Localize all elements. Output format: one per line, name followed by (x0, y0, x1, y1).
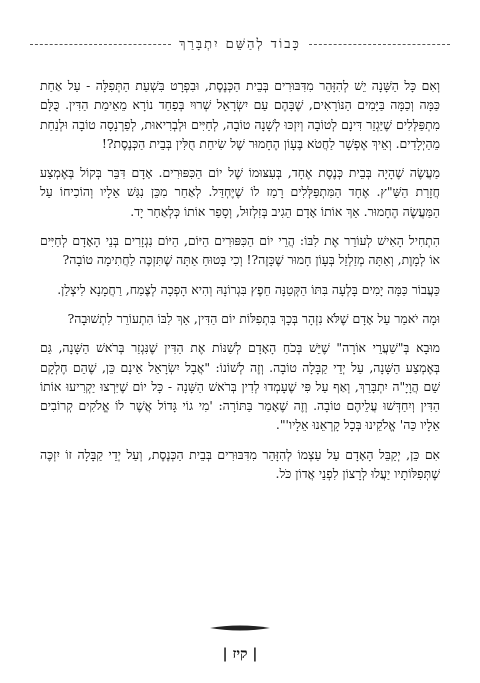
paragraph-question: וּמָה יֹאמַר עַל אָדָם שֶׁלֹּא נִזְהָר בְּכָךְ בִּתְפִלּוֹת יוֹם הַדִּין, אַךְ לִבּוֹ הִתְעוֹרֵר לִתְשׁוּבָה? (67, 310, 440, 326)
paragraph-intro: וְאִם כָּל הַשָּׁנָה יֵשׁ לְהִזָּהֵר מִדִּבּוּרִים בְּבֵית הַכְּנֶסֶת, וּבִפְרָט בִּשְׁעַת הַתְּפִלָּה - עַל אַחַת כַּמָּה וְכַמָּה בַּיָּמִים הַנּוֹרָאִים, שֶׁבָּהֶם עַם יִשְׂרָאֵל שְׁרוּיִ בְּפַחַד נוֹרָא מֵאֵימַת הַדִּין. כֻּלָּם מִתְפַּלְּלִים שֶׁיַּגְזֵר דִּינָם לְטוֹבָה וְיִזְכּוּ לְשָׁנָה טוֹבָה, לְחַיִּים וּלְבְרִיאוּת, לְפַרְנָסָה טוֹבָה וּלְנַחַת מֵהַיְלָדִים. וְאֵיךְ אֶפְשָׁר לַחֲטֹא בֶּעָוֹן הֶחָמוּר שֶׁל שִׂיחַת חֻלִּין בְּבֵית הַכְּנֶסֶת?! (40, 78, 440, 151)
paragraph-rebuke: הִתְחִיל הָאִישׁ לְעוֹרֵר אֶת לִבּוֹ: הֲרֵי יוֹם הַכִּפּוּרִים הַיּוֹם, הַיּוֹם נִגְזָרִים בְּנֵי הָאָדָם לְחַיִּים אוֹ לְמָוֶת, וְאַתָּה מְזַלְזֵל בְּעָוֹן חָמוּר שֶׁכָּזֶה?! וְכִי בָּטוּחַ אַתָּה שֶׁתִּזְכֶּה לַחֲתִימָה טוֹבָה? (40, 233, 440, 268)
ornament-divider (0, 624, 480, 632)
paragraph-story: מַעֲשֶׂה שֶׁהָיָה בְּבֵית כְּנֶסֶת אֶחָד, בְּעִצּוּמוֹ שֶׁל יוֹם הַכִּפּוּרִים. אָדָם דִּבֵּר בְּקוֹל בְּאֶמְצַע חֲזָרַת הַשַּׁ"ץ. אֶחָד הַמִּתְפַּלְּלִים רָמַז לוֹ שֶׁיֶּחְדַּל. לְאַחַר מִכֵּן נִגַּשׁ אֵלָיו וְהוֹכִיחוֹ עַל הַמַּעֲשֶׂה הֶחָמוּר. אַךְ אוֹתוֹ אָדָם הֵגִיב בְּזִלְזוּל, וְסָפַר אוֹתוֹ כְּלְאַחַר יָד. (40, 165, 440, 219)
ornament-icon (208, 624, 272, 632)
page-body (40, 76, 440, 483)
header-rule-right (309, 44, 450, 45)
paragraph-daughter: כַּעֲבוֹר כַּמָּה יָמִים בָּלְעָה בִּתּוֹ הַקְּטַנָּה חֵפֶץ בִּגְרוֹנָהּ וְהִיא הָפְכָה לְצֶמַח, רַחֲמָנָא לִיצְלַן. (57, 281, 440, 297)
page-number: | קיז | (222, 646, 258, 662)
header-rule-left (30, 44, 171, 45)
paragraph-conclusion: אִם כֵּן, יְקַבֵּל הָאָדָם עַל עַצְמוֹ לְהִזָּהֵר מִדִּבּוּרִים בְּבֵית הַכְּנֶסֶת, וְעַל יְדֵי קַבָּלָה זוֹ יִזְכֶּה שֶׁתְּפִלּוֹתָיו יַעֲלוּ לְרָצוֹן לִפְנֵי אֲדוֹן כֹּל. (40, 446, 440, 482)
running-header (30, 36, 450, 52)
paragraph-shaarei-orah: מוּבָא בְּ"שַׁעֲרֵי אוֹרָה" שֶׁיֵּשׁ בְּכֹחַ הָאָדָם לְשַׁנּוֹת אֶת הַדִּין שֶׁנִּגְזַר בְּרֹאשׁ הַשָּׁנָה, גַּם בְּאֶמְצַע הַשָּׁנָה, עַל יְדֵי קַבָּלָה טוֹבָה. וְזֶה לְשׁוֹנוֹ: "אֲבָל יִשְׂרָאֵל אֵינָם כֵּן, שֶׁהֵם חֶלְקָם שֵׁם הֲוָיָ"ה יִתְבָּרַךְ, וְאַף עַל פִּי שֶׁעָמְדוּ לְדִין בְּרֹאשׁ הַשָּׁנָה - כָּל יוֹם שֶׁיִּרְצוּ יַקְרִיעוּ אוֹתוֹ הַדִּין וְיִחַדְּשׁוּ עֲלֵיהֶם טוֹבָה. וְזֶה שֶׁאָמַר בַּתּוֹרָה: 'מִי גוֹי גָּדוֹל אֲשֶׁר לוֹ אֱלֹקִים קְרוֹבִים אֵלָיו כַּה' אֱלֹקֵינוּ בְּכָל קָרְאֵנוּ אֵלָיו'". (40, 340, 440, 433)
running-header-title: כָּבוֹד לְהַשֵּׁם יִתְבָּרַךְ (179, 37, 301, 52)
